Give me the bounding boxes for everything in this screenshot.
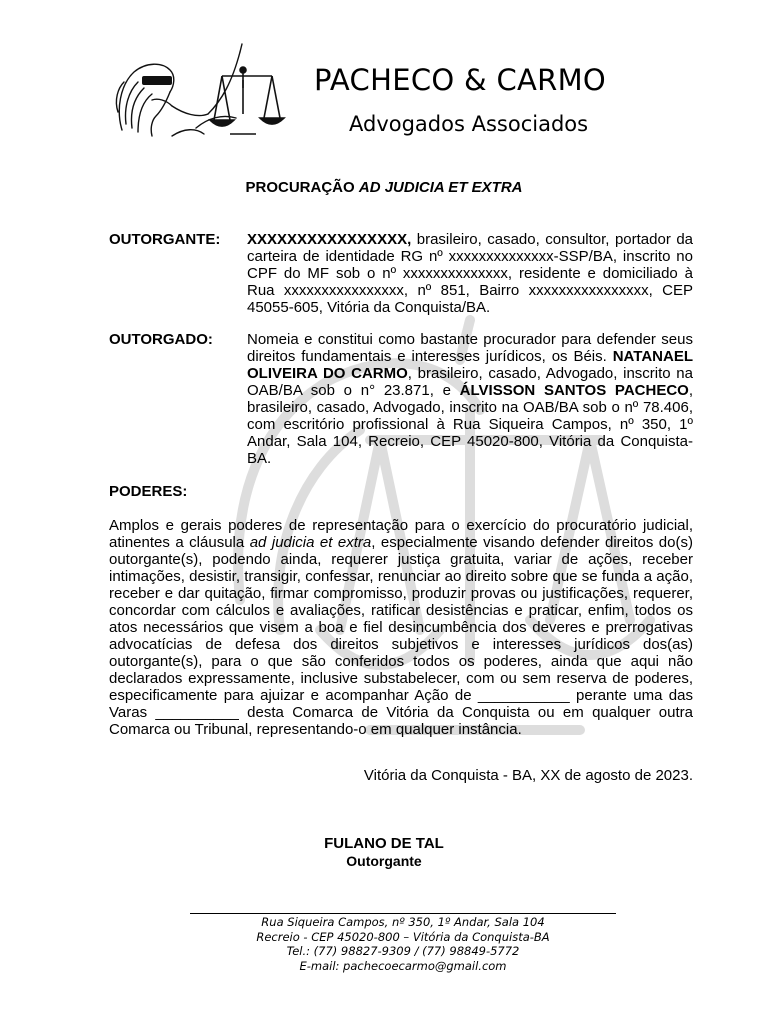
attorney-name-2: ÁLVISSON SANTOS PACHECO (459, 382, 689, 399)
firm-name: PACHECO & CARMO (314, 63, 607, 97)
document-title-prefix: PROCURAÇÃO (245, 179, 359, 196)
attorney-2-details: , brasileiro, casado, Advogado, inscrito na OAB/BA sob o nº 78.406, com escritório profissional à Rua Siqueira Campos, nº 350, 1º Andar, Sala 104, Recreio, CEP 45020-800, Vitória da Conquista-BA. (247, 382, 693, 467)
footer-phones: Tel.: (77) 98827-9309 / (77) 98849-5772 (286, 944, 520, 958)
footer-divider (190, 913, 616, 914)
document-title (0, 179, 768, 197)
poderes-paragraph (109, 517, 693, 738)
signer-name: FULANO DE TAL (324, 835, 444, 852)
place-and-date: Vitória da Conquista - BA, XX de agosto de 2023. (363, 767, 693, 784)
outorgado-intro: Nomeia e constitui como bastante procurador para defender seus direitos fundamentais e interesses jurídicos, os Béis. (247, 331, 693, 365)
poderes-label: PODERES: (109, 483, 188, 500)
poderes-text-start: Amplos e gerais poderes de representação para o exercício do procuratório judicial, atinentes a cláusula (109, 517, 693, 551)
outorgado-paragraph (247, 331, 693, 467)
signer-role: Outorgante (346, 853, 422, 869)
outorgante-label: OUTORGANTE: (109, 231, 221, 248)
footer-district: Recreio - CEP 45020-800 – Vitória da Conquista-BA (256, 929, 550, 944)
footer-email: E-mail: pachecoecarmo@gmail.com (299, 958, 507, 973)
outorgado-label: OUTORGADO: (109, 331, 213, 348)
lady-justice-scales-icon (112, 40, 302, 140)
outorgante-name: XXXXXXXXXXXXXXXX, (247, 231, 412, 248)
document-title-italic: AD JUDICIA ET EXTRA (358, 179, 523, 196)
firm-subtitle: Advogados Associados (349, 112, 589, 136)
attorney-1-details: , brasileiro, casado, Advogado, inscrito na OAB/BA sob o n° 23.871, e (247, 365, 693, 399)
poderes-text-rest: , especialmente visando defender direitos do(s) outorgante(s), podendo ainda, requerer justiça gratuita, variar de ações, receber intimações, desistir, transigir, confessar, renunciar ao direito sobre que se funda a ação, receber e dar quitação, firmar compromisso, produzir provas ou justificações, requerer, concordar com cálculos e avaliações, ratificar desistências e praticar, enfim, todos os atos necessários que visem a boa e fiel desincumbência dos deveres e prerrogativas advocatícias de defesa dos direitos subjetivos e interesses jurídicos dos(as) outorgante(s), para o que são conferidos todos os poderes, ainda que aqui não declarados expressamente, inclusive substabelecer, com ou sem reserva de poderes, especificamente para ajuizar e acompanhar Ação de ___________ perante uma das Varas __________ desta Comarca de Vitória da Conquista ou em qualquer outra Comarca ou Tribunal, representando-o em qualquer instância. (109, 534, 693, 738)
attorney-name-1: NATANAEL OLIVEIRA DO CARMO (247, 348, 693, 382)
footer-street: Rua Siqueira Campos, nº 350, 1º Andar, Sala 104 (261, 915, 545, 929)
outorgante-details: brasileiro, casado, consultor, portador da carteira de identidade RG nº xxxxxxxxxxxxxx-SSP/BA, inscrito no CPF do MF sob o nº xxxxxxxxxxxxxx, residente e domiciliado à Rua xxxxxxxxxxxxxxxx, nº 851, Bairro xxxxxxxxxxxxxxxx, CEP 45055-605, Vitória da Conquista/BA. (247, 231, 693, 316)
footer-address (0, 915, 768, 973)
poderes-clause-italic: ad judicia et extra (249, 534, 372, 551)
outorgante-paragraph (247, 231, 693, 316)
